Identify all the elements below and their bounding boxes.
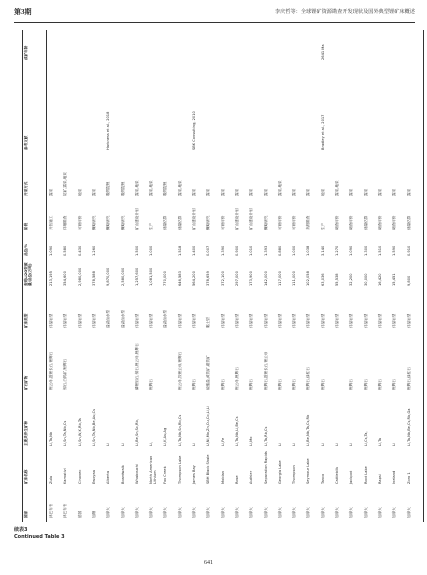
table-cell: 加拿大 [106, 507, 111, 518]
table-cell: 露采 [91, 188, 96, 196]
table-cell: 锂辉石 [192, 379, 196, 390]
table-cell: 锂云母,透锂长石,锂辉石 [49, 351, 53, 390]
table-cell: 露采 [292, 188, 297, 196]
table-cell: Li,Sn,Ta,Nb,Be,Au,Cs [91, 409, 96, 446]
table-cell: 加拿大 [163, 507, 168, 518]
table-cell: 锂辉石,透锂长石,锂云母 [263, 351, 268, 390]
table-cell: Alberta [106, 470, 111, 484]
table-cell: 概略研究 [106, 215, 111, 230]
table-cell: 锂辉石 [320, 379, 325, 390]
table-cell: Li [320, 442, 325, 446]
table-cell: 概略研究 [206, 215, 211, 230]
column-header: 主要共伴生矿种 [24, 420, 28, 446]
table-header-rule [46, 30, 47, 522]
table-cell: Li [392, 442, 397, 446]
table-cell: 露采 [192, 188, 196, 196]
table-cell: 概略研究 [263, 215, 268, 230]
table-cell: 可研评价 [292, 215, 297, 230]
table-cell: Cinovec [77, 469, 82, 484]
table-caption [14, 527, 65, 540]
table-cell: 770,000 [163, 271, 168, 286]
table-cell: 1.300 [363, 245, 368, 256]
table-cell: Zoro 1 [406, 472, 411, 484]
table-cell: 调查评价 [392, 215, 397, 230]
table-cell: 1.270 [335, 245, 339, 256]
table-cell: 0.900 [234, 245, 239, 256]
table-cell: 1.010 [249, 245, 254, 256]
table-cell: 加拿大 [377, 507, 382, 518]
table-cell: 伟晶岩型 [177, 313, 182, 328]
table-cell: 加拿大 [220, 507, 225, 518]
table-cell: 矿山建设计划 [192, 208, 196, 230]
table-cell: 16,420 [377, 273, 382, 286]
table-cell: 伟晶岩型 [292, 313, 297, 328]
column-header: 成矿年龄 [24, 45, 28, 60]
table-cell: 锂云母,铁锂云母,锂辉石 [177, 351, 182, 390]
table-cell: 加拿大 [177, 507, 182, 518]
table-cell: SBH Black Shale [206, 454, 211, 484]
table-cell: Li,Be,Sn,Sc,Rb, [134, 419, 139, 446]
table-cell: 伟晶岩型 [77, 313, 82, 328]
journal-article-title: 李庆哲等：全球锂矿资源勘查开发现状及国外典型锂矿床概述 [274, 9, 415, 15]
table-cell: Li [120, 442, 125, 446]
table-cell: 加拿大 [320, 507, 325, 518]
table-cell: Bradley et al., 2017 [320, 114, 325, 150]
table-cell: 磷锂铝石,锡石,锂云母,锂辉石 [134, 343, 139, 390]
table-cell: 加拿大 [277, 507, 282, 518]
table-cell: 高级勘查 [306, 215, 311, 230]
table-cell: 地采 [320, 188, 325, 196]
table-cell: Rapsi [377, 474, 382, 484]
table-cell: 储量估算 [363, 215, 368, 230]
table-cell: Li,K,Au,Ag [163, 427, 168, 446]
table-cell: 露采 [249, 188, 254, 196]
table-cell: Ineland [392, 470, 397, 484]
table-cell: 露采,地采 [335, 180, 339, 196]
table-cell: 露采 [377, 188, 382, 196]
column-header: 矿床类型 [24, 313, 28, 328]
table-cell: Li,Ta,Rb,Cs [263, 426, 268, 446]
table-cell: Rose [234, 475, 239, 484]
table-cell: 露采 [49, 188, 53, 196]
table-cell: 30,000 [363, 273, 368, 286]
table-cell: 露采,地采 [149, 180, 154, 196]
table-cell: 吸附提锂 [106, 181, 111, 196]
table-cell: Li [106, 442, 111, 446]
table-cell: 伟晶岩型 [63, 313, 68, 328]
table-cell: 锡石,白钨矿,锂辉石 [63, 358, 68, 390]
header-rule [14, 22, 415, 23]
table-cell: 锂辉石 [377, 379, 382, 390]
table-cell: Harkness et al., 2018 [106, 111, 111, 150]
table-cell: Authier [249, 470, 254, 484]
table-cell: 1.000 [292, 245, 297, 256]
rotated-table-region [20, 30, 422, 522]
table-cell: 锂辉石 [363, 379, 368, 390]
table-cell: 锂辉石 [220, 379, 225, 390]
table-cell: 378,588 [91, 271, 96, 286]
table-cell: 生产 [320, 222, 325, 230]
table-cell: 1.260 [91, 245, 96, 256]
table-cell: 378,659 [206, 271, 211, 286]
table-cell: 露采 [263, 188, 268, 196]
table-cell: 1,257,600 [134, 267, 139, 286]
table-cell: 储量估算 [163, 215, 168, 230]
table-cell: 锂辉石 [349, 379, 354, 390]
table-cell: 加拿大 [335, 507, 339, 518]
table-cell: 伟晶岩型 [377, 313, 382, 328]
table-cell: 1.400 [192, 245, 196, 256]
table-cell: Cattlebilk [335, 466, 339, 484]
table-cell: 锂云母,锂辉石 [234, 367, 239, 390]
table-cell: 加拿大 [234, 507, 239, 518]
table-cell: 加纳 [91, 510, 96, 518]
table-cell: 1.390 [220, 245, 225, 256]
table-cell: 生产 [149, 222, 154, 230]
table-cell: 伟晶岩型 [149, 313, 154, 328]
table-cell: 矿山建设计划 [134, 208, 139, 230]
table-cell: 露采 [349, 188, 354, 196]
table-cell: 32,200 [349, 273, 354, 286]
table-cell: 伟晶岩型 [306, 313, 311, 328]
table-cell: 露采 [234, 188, 239, 196]
table-cell: 详细勘查 [63, 215, 68, 230]
table-cell: 2,580,000 [120, 267, 125, 286]
table-cell: Li,Ta,Nb,Sn,Rb,Cs [177, 414, 182, 446]
table-cell: 露采 [392, 188, 397, 196]
table-cell: 1.038 [306, 245, 311, 256]
table-cell: 1,081,500 [149, 267, 154, 286]
table-cell: 伟晶岩型 [134, 313, 139, 328]
table-cell: 锂辉石 [149, 379, 154, 390]
table-cell: 露采,地采 [277, 180, 282, 196]
table-cell: 加拿大 [192, 507, 196, 518]
table-cell: Li [277, 442, 282, 446]
column-header: 开采方式 [24, 181, 28, 196]
table-cell: 1.000 [149, 245, 154, 256]
table-cell: 伟晶岩型 [363, 313, 368, 328]
table-cell: 117,000 [277, 271, 282, 286]
table-cell: 9,800 [406, 275, 411, 286]
column-header: 国家 [24, 510, 28, 518]
table-cell: 可研评价 [277, 215, 282, 230]
table-cell: 1.090 [349, 245, 354, 256]
table-cell: 102,058 [306, 271, 311, 286]
table-cell: 露采 [406, 188, 411, 196]
table-cell: Ewoyaa [91, 470, 96, 484]
table-cell: 3.140 [320, 245, 325, 256]
table-cell: 372,100 [220, 271, 225, 286]
table-cell: 1.518 [177, 245, 182, 256]
table-cell: 0.430 [77, 245, 82, 256]
table-cell: Li,Be,Nb,Ta,Cs,Rb [306, 414, 311, 446]
table-cell: 津巴布韦 [49, 503, 53, 518]
table-cell: 地采 [77, 188, 82, 196]
table-cell: 伟晶岩型 [335, 313, 339, 328]
table-cell: 露采,地采 [134, 180, 139, 196]
table-cell: 储量估算 [406, 215, 411, 230]
column-header: 品位/% [24, 243, 28, 256]
table-cell: 173,900 [249, 271, 254, 286]
table-cell: 调查评价 [335, 215, 339, 230]
table-cell: 1.090 [49, 245, 53, 256]
table-cell: 加拿大 [363, 507, 368, 518]
table-cell: Separation Rapids [263, 451, 268, 484]
table-cell: 1.510 [377, 245, 382, 256]
caption-english: Continued Table 3 [14, 533, 65, 540]
table-cell: 伟晶岩型 [277, 313, 282, 328]
table-cell: 矿山建设计划 [234, 208, 239, 230]
table-cell: Li,Ta [377, 438, 382, 446]
table-cell: 锂辉石 [249, 379, 254, 390]
column-header: 查明Li2O资源量/品位(万吨) [24, 262, 33, 286]
table-bottom-rule [423, 30, 424, 522]
column-header: 矿石矿物 [24, 375, 28, 390]
table-cell: 伟晶岩型 [392, 313, 397, 328]
table-cell: 露采 [206, 188, 211, 196]
table-cell: 德国 [77, 510, 82, 518]
table-cell: 加拿大 [349, 507, 354, 518]
issue-number: 第3期 [14, 8, 32, 16]
table-cell: 加拿大 [392, 507, 397, 518]
page-number: 641 [204, 560, 213, 566]
table-cell: Kamativi [63, 468, 68, 484]
table-cell: 矿山建设计划 [249, 208, 254, 230]
running-header [14, 7, 415, 21]
table-cell: Seymour Lake [306, 458, 311, 484]
table-cell: Whabouchi [134, 463, 139, 484]
table-cell: 646,583 [177, 271, 182, 286]
table-cell: 0.580 [63, 245, 68, 256]
table-cell: Jackpot [349, 470, 354, 484]
table-cell: Li,Sn,W,K,Rb,Ta [77, 418, 82, 446]
table-cell: 55,538 [335, 273, 339, 286]
table-cell: 加拿大 [249, 507, 254, 518]
table-cell: 黏土型 [206, 317, 211, 328]
table-cell: 297,000 [234, 271, 239, 286]
table-cell: 加拿大 [149, 507, 154, 518]
table-cell: Thompson Lake [177, 455, 182, 484]
table-cell: 锂辉石,绿柱石 [406, 367, 411, 390]
table-cell: 0.910 [406, 245, 411, 256]
table-cell: 津巴布韦 [63, 503, 68, 518]
table-cell: 63,036 [320, 273, 325, 286]
table-cell: Li,Ta,Nb,Li,Be,Cs [234, 416, 239, 446]
table-cell: 1.500 [134, 245, 139, 256]
table-cell: 可研评价 [220, 215, 225, 230]
table-cell: 概略研究 [91, 215, 96, 230]
table-cell: 2641 Ma [320, 44, 325, 60]
table-cell: 伟晶岩型 [234, 313, 239, 328]
table-cell: 概略研究 [120, 215, 125, 230]
table-cell: 伟晶岩型 [349, 313, 354, 328]
table-cell: Li,Ta,Nb [49, 431, 53, 446]
table-cell: 吸附提锂 [163, 181, 168, 196]
table-cell: 加拿大 [134, 507, 139, 518]
table-cell: North American Lithium [149, 455, 158, 484]
table-cell: 锂辉石,绿柱石 [306, 367, 311, 390]
table-cell: Fox Creek [163, 466, 168, 484]
table-cell: 尾矿,露采,地采 [63, 172, 68, 196]
table-cell: Thompson [292, 465, 297, 484]
table-cell: Li,Sn,Ta,Nb,Cs [63, 420, 68, 446]
table-cell: 15,451 [392, 273, 397, 286]
table-cell: 盐湖卤水型 [120, 310, 125, 328]
table-cell: 伟晶岩型 [192, 313, 196, 328]
table-cell: Li,Fe [220, 437, 225, 446]
table-cell: 111,000 [292, 271, 297, 286]
table-cell: 142,000 [263, 271, 268, 286]
table-top-rule [22, 30, 23, 522]
table-cell: Li,Cs,Ta, [363, 431, 368, 446]
table-cell: 伟晶岩型 [49, 313, 53, 328]
table-cell: Root Lake [363, 466, 368, 484]
table-cell: 2,980,000 [77, 267, 82, 286]
table-cell: SBK Consulting, 2010 [192, 111, 196, 150]
table-cell: 硫酸盐,黄铁矿,磁铁矿 [206, 355, 211, 390]
table-cell: 调查评价 [349, 215, 354, 230]
table-cell: 伟晶岩型 [320, 313, 325, 328]
table-cell: Li, [149, 441, 154, 446]
table-cell: 开拓施工 [49, 215, 53, 230]
table-cell: 加拿大 [206, 507, 211, 518]
table-cell: 锂辉石 [392, 379, 397, 390]
table-cell: Boardwalk [120, 465, 125, 484]
column-header: 参考文献 [24, 135, 28, 150]
continued-table-3 [20, 30, 422, 522]
table-cell: 露采,地采 [177, 180, 182, 196]
table-cell: Li [292, 442, 297, 446]
table-cell: 加拿大 [120, 507, 125, 518]
table-cell: 锂辉石 [292, 379, 297, 390]
table-cell: 加拿大 [406, 507, 411, 518]
table-cell: 伟晶岩型 [220, 313, 225, 328]
table-cell: Moblan [220, 470, 225, 484]
column-header: 矿床名称 [24, 469, 28, 484]
table-cell: 锂辉石 [277, 379, 282, 390]
table-cell: 0.880 [277, 245, 282, 256]
table-cell: 储量估算 [177, 215, 182, 230]
table-cell: 调查评价 [377, 215, 382, 230]
table-cell: 吸附提锂 [120, 181, 125, 196]
table-cell: 伟晶岩型 [91, 313, 96, 328]
table-cell: 1.393 [263, 245, 268, 256]
table-cell: James Bay [192, 465, 196, 484]
table-cell: Li [335, 442, 339, 446]
caption-chinese: 续表3 [14, 527, 28, 533]
table-cell: 加拿大 [263, 507, 268, 518]
column-header: 阶段 [24, 222, 28, 230]
table-cell: 564,200 [192, 271, 196, 286]
table-cell: 露采 [306, 188, 311, 196]
table-cell: 伟晶岩型 [263, 313, 268, 328]
table-cell: Zulu [49, 475, 53, 484]
table-cell: Li,Ta,Nb,Be,Cs,Rb,Ga [406, 408, 411, 446]
table-cell: 盐湖卤水型 [106, 310, 111, 328]
table-cell: Li [192, 442, 196, 446]
table-cell: 伟晶岩型 [406, 313, 411, 328]
table-cell: U,Ni,Mo,Zn,Cu,Co,Li,Li [206, 406, 211, 446]
table-cell: Tanco [320, 473, 325, 484]
table-cell: Georgia Lake [277, 460, 282, 484]
table-cell: 露采 [363, 188, 368, 196]
table-cell: 可研评价 [77, 215, 82, 230]
table-cell: 加拿大 [292, 507, 297, 518]
table-cell: 伟晶岩型 [249, 313, 254, 328]
table-cell: 加拿大 [306, 507, 311, 518]
table-cell: 1.590 [392, 245, 397, 256]
table-cell: 露采 [220, 188, 225, 196]
table-cell: Li [349, 442, 354, 446]
table-cell: 9,870,000 [106, 267, 111, 286]
table-cell: Li,Mo [249, 436, 254, 446]
table-cell: 213,195 [49, 271, 53, 286]
table-cell: 0.007 [206, 245, 211, 256]
table-cell: 盐湖卤水型 [163, 310, 168, 328]
table-cell: 354,600 [63, 271, 68, 286]
